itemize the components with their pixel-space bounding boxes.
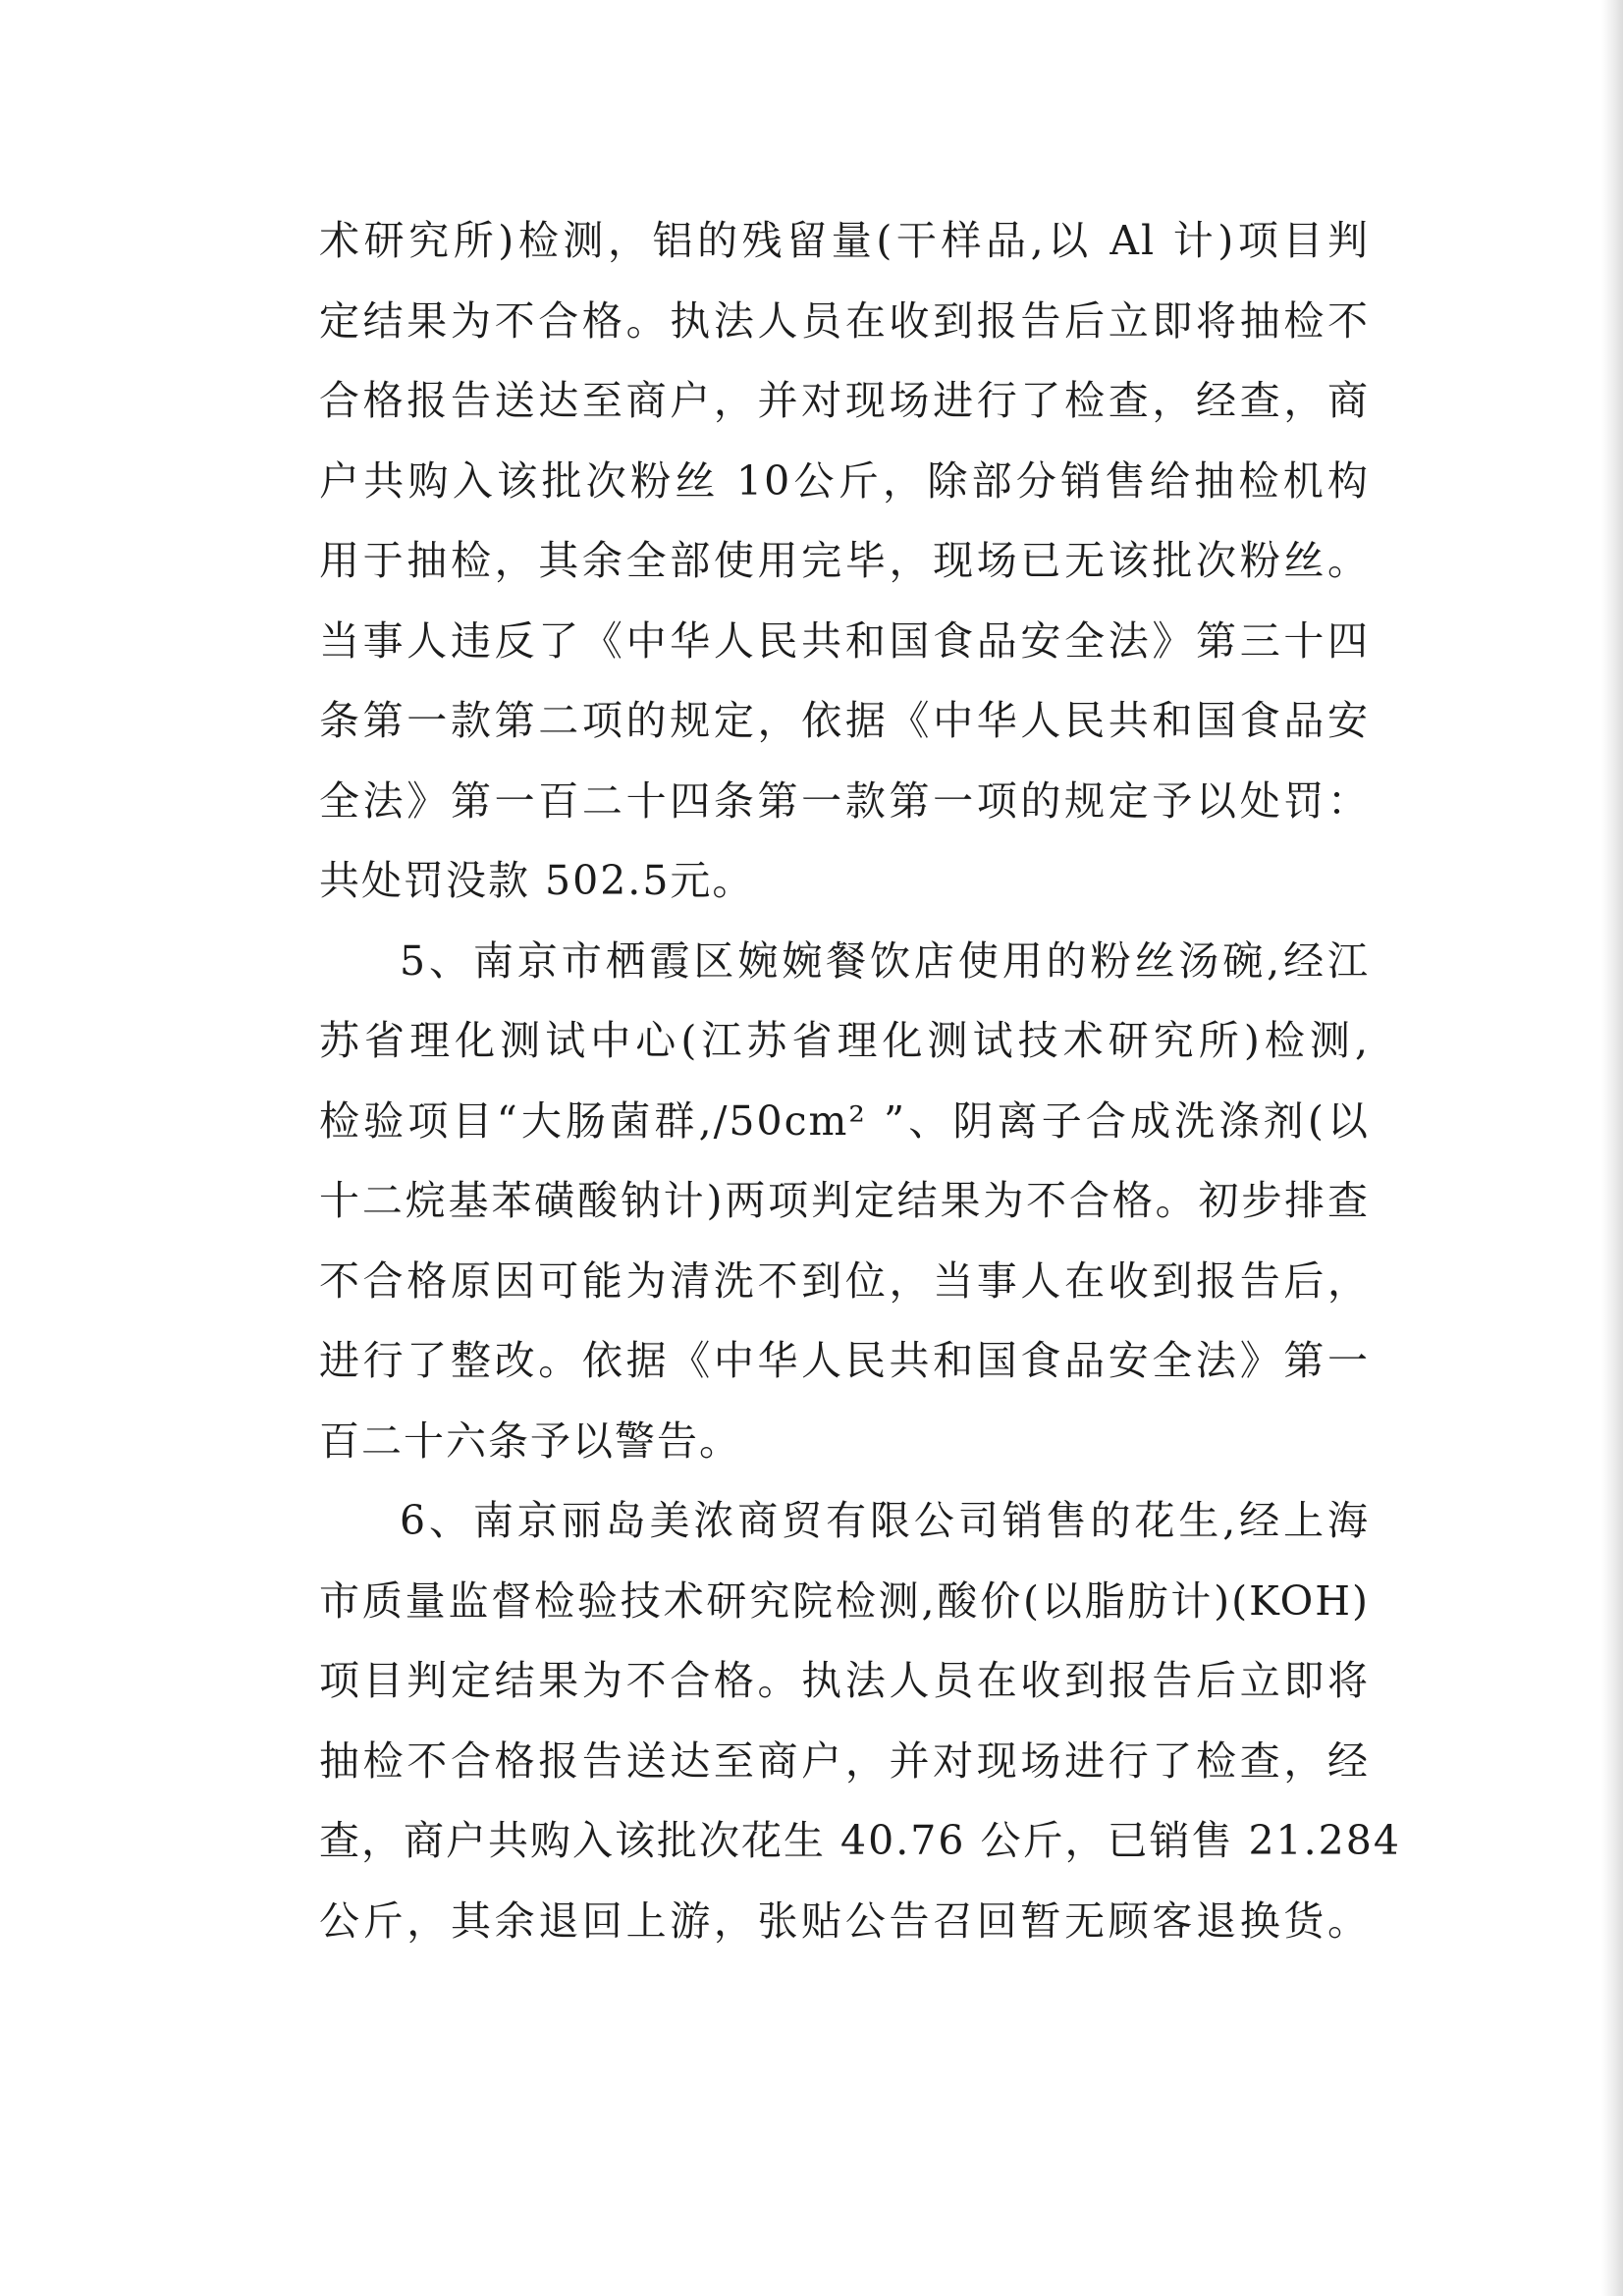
text-line: 十二烷基苯磺酸钠计)两项判定结果为不合格。初步排查 [319, 1177, 1370, 1224]
text-line: 进行了整改。依据《中华人民共和国食品安全法》第一 [319, 1337, 1370, 1384]
text-line: 术研究所)检测，铝的残留量(干样品,以 Al 计)项目判 [319, 217, 1370, 264]
text-line: 用于抽检，其余全部使用完毕，现场已无该批次粉丝。 [319, 537, 1370, 584]
text-line: 苏省理化测试中心(江苏省理化测试技术研究所)检测, [319, 1017, 1370, 1064]
text-line: 抽检不合格报告送达至商户，并对现场进行了检查，经 [319, 1736, 1370, 1785]
text-line: 查，商户共购入该批次花生 40.76 公斤，已销售 21.284 [319, 1817, 1401, 1864]
scan-edge-shadow [1601, 0, 1623, 2296]
text-line: 项目判定结果为不合格。执法人员在收到报告后立即将 [319, 1657, 1370, 1704]
text-line: 定结果为不合格。执法人员在收到报告后立即将抽检不 [319, 296, 1370, 345]
text-line: 百二十六条予以警告。 [319, 1416, 741, 1465]
text-line: 检验项目“大肠菌群,/50cm² ”、阴离子合成洗涤剂(以 [319, 1096, 1370, 1145]
text-line: 公斤，其余退回上游，张贴公告召回暂无顾客退换货。 [319, 1896, 1370, 1945]
paragraph-5-first-line: 5、南京市栖霞区婉婉餐饮店使用的粉丝汤碗,经江 [400, 936, 1370, 985]
text-line: 当事人违反了《中华人民共和国食品安全法》第三十四 [319, 616, 1370, 665]
paragraph-6-first-line: 6、南京丽岛美浓商贸有限公司销售的花生,经上海 [400, 1497, 1370, 1544]
text-line: 不合格原因可能为清洗不到位，当事人在收到报告后， [319, 1256, 1370, 1305]
text-line: 户共购入该批次粉丝 10公斤，除部分销售给抽检机构 [319, 456, 1370, 505]
document-body [319, 201, 1401, 1961]
text-line: 合格报告送达至商户，并对现场进行了检查，经查，商 [319, 377, 1370, 424]
text-line: 共处罚没款 502.5元。 [319, 857, 755, 904]
text-line: 市质量监督检验技术研究院检测,酸价(以脂肪计)(KOH) [319, 1576, 1370, 1625]
text-line: 条第一款第二项的规定，依据《中华人民共和国食品安 [319, 697, 1370, 744]
text-line: 全法》第一百二十四条第一款第一项的规定予以处罚： [319, 776, 1370, 825]
